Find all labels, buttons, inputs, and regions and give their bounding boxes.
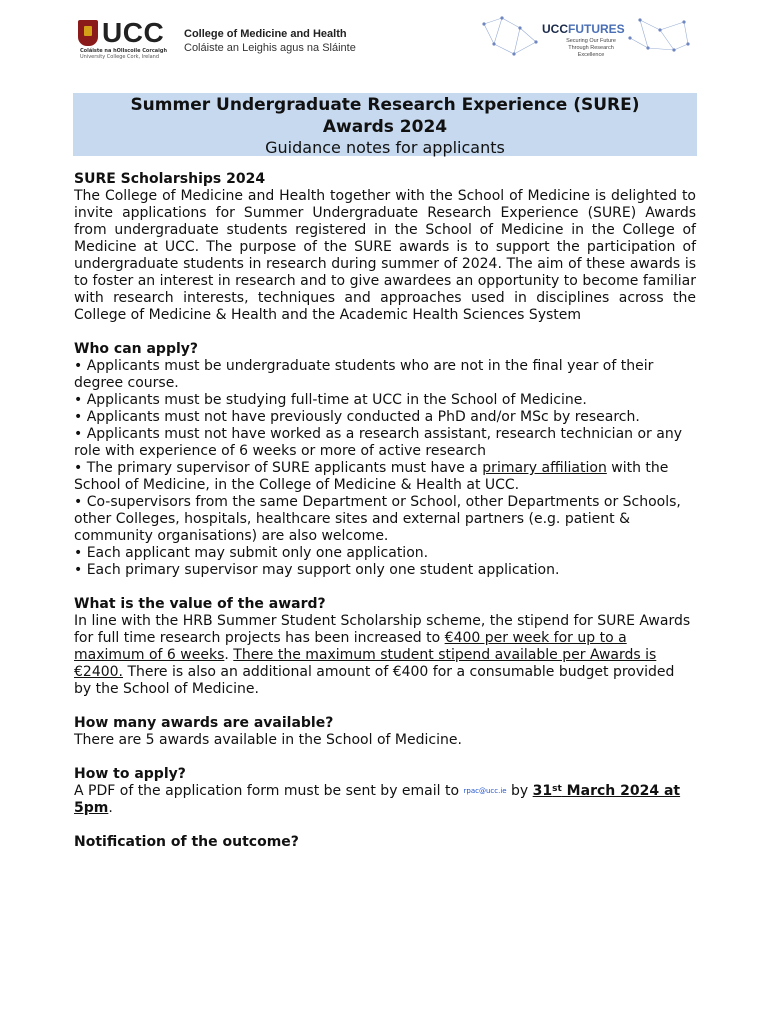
section-heading-scholarships: SURE Scholarships 2024 [74, 171, 266, 187]
email-link[interactable]: rpac@ucc.ie [463, 787, 507, 795]
bullet-text: with the School of Medicine, in the College of Medicine & Health at UCC. [74, 460, 669, 493]
section-heading-apply: How to apply? [74, 766, 186, 782]
section-heading-eligibility: Who can apply? [74, 341, 199, 357]
ucc-logo [78, 17, 168, 62]
bullet-text: • The primary supervisor of SURE applicants must have a [74, 460, 483, 476]
college-name: College of Medicine and Health [184, 28, 347, 40]
eligibility-bullet: • Applicants must be studying full-time at UCC in the School of Medicine. [74, 392, 587, 408]
ucc-sub-irish: Coláiste na hOllscoile Corcaigh [80, 48, 168, 54]
document-title-year: Awards 2024 [322, 117, 448, 137]
deadline-text: 31st March 2024 at 5pm [74, 783, 681, 816]
primary-affiliation-text: primary affiliation [482, 460, 607, 476]
apply-text: A PDF of the application form must be sent by email to [74, 783, 464, 799]
futures-title-b: FUTURES [568, 22, 625, 36]
eligibility-bullet: • Applicants must be undergraduate students who are not in the final year of their degree course. [74, 358, 654, 391]
scholarships-paragraph: The College of Medicine and Health together with the School of Medicine is delighted to invite applications for Summer Undergraduate Research Experience (SURE) Awards from undergraduate students registered in the School of Medicine in the College of Medicine at UCC. The purpose of the SURE awards is to support the participation of undergraduate students in research during summer of 2024. The aim of these awards is to foster an interest in research and to give awardees an opportunity to become familiar with research interests, techniques and approaches used in disciplines across the College of Medicine & Health and the Academic Health Sciences System [74, 188, 696, 323]
eligibility-bullet: • Each primary supervisor may support only one student application. [74, 562, 560, 578]
eligibility-bullet [74, 460, 696, 494]
apply-text: by [506, 783, 533, 799]
page-header [0, 0, 770, 80]
section-heading-count: How many awards are available? [74, 715, 334, 731]
document-body [74, 171, 696, 851]
value-text: In line with the HRB Summer Student Scholarship scheme, the stipend for SURE Awards for full time research projects has been increased to [74, 613, 691, 646]
document-title: Summer Undergraduate Research Experience (SURE) [130, 95, 640, 115]
value-text: . [224, 647, 234, 663]
ucc-crest-icon [78, 20, 98, 46]
ucc-sub-english: University College Cork, Ireland [80, 54, 160, 60]
eligibility-bullet: • Applicants must not have previously conducted a PhD and/or MSc by research. [74, 409, 640, 425]
maximum-stipend-text: There the maximum student stipend available per Awards is €2400. [74, 647, 657, 680]
section-heading-value: What is the value of the award? [74, 596, 326, 612]
futures-tagline: Securing Our Future Through Research Excellence [566, 38, 616, 58]
section-heading-notification: Notification of the outcome? [74, 834, 299, 850]
futures-title [542, 22, 625, 36]
weekly-stipend-text: €400 per week for up to a maximum of 6 weeks [74, 630, 627, 663]
document-subtitle: Guidance notes for applicants [265, 138, 505, 157]
value-paragraph [74, 613, 696, 698]
eligibility-bullet: • Each applicant may submit only one application. [74, 545, 429, 561]
document-title-box [73, 93, 697, 156]
ucc-futures-logo [480, 14, 692, 62]
ucc-logo-text: UCC [102, 17, 165, 48]
futures-title-a: UCC [542, 22, 568, 36]
eligibility-bullet: • Co-supervisors from the same Department or School, other Departments or Schools, other Colleges, hospitals, healthcare sites and external partners (e.g. patient & community organisations) are also welcome. [74, 494, 681, 544]
count-paragraph: There are 5 awards available in the School of Medicine. [74, 732, 462, 748]
value-text: There is also an additional amount of €400 for a consumable budget provided by the School of Medicine. [74, 664, 675, 697]
college-name-irish: Coláiste an Leighis agus na Sláinte [184, 42, 356, 54]
apply-paragraph: A PDF of the application form must be sent by email to rpac@ucc.ie by 31st March 2024 at 5pm. [74, 783, 681, 816]
eligibility-bullet: • Applicants must not have worked as a research assistant, research technician or any role with experience of 6 weeks or more of active research [74, 426, 682, 459]
